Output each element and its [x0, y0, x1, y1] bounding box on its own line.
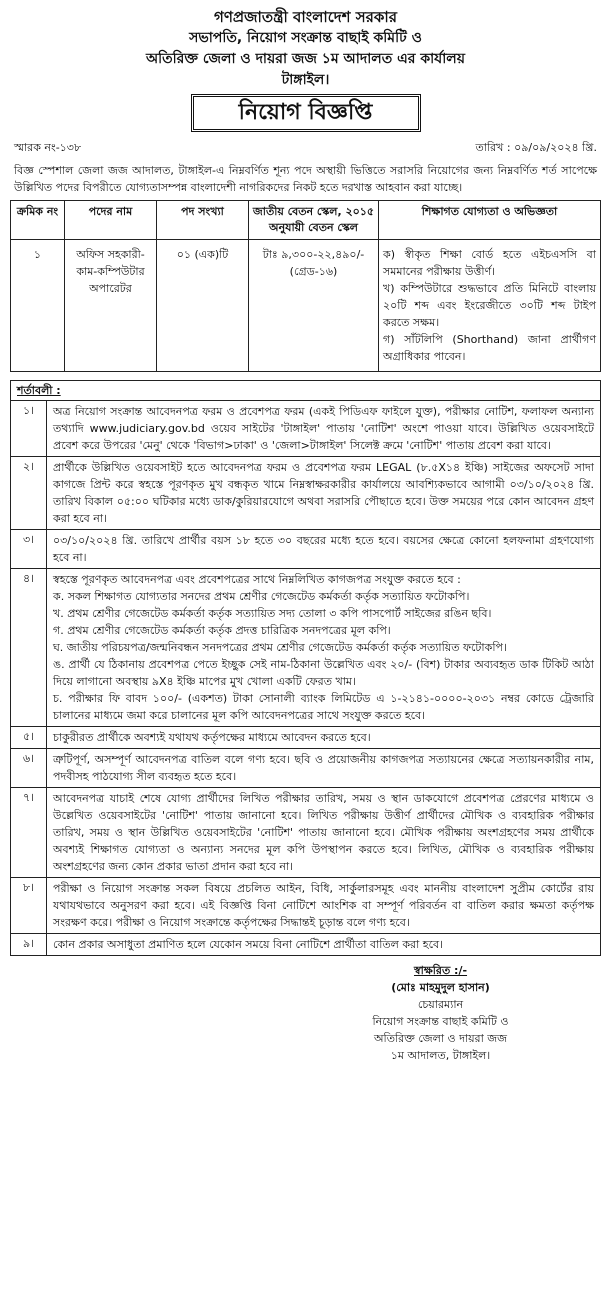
- cell-count: ০১ (এক)টি: [157, 239, 249, 371]
- signature-mark: স্বাক্ষরিত :/-: [413, 964, 468, 978]
- committee-line: সভাপতি, নিয়োগ সংক্রান্ত বাছাই কমিটি ও: [189, 30, 422, 46]
- notice-title: নিয়োগ বিজ্ঞপ্তি: [191, 94, 421, 132]
- condition-number: ৭।: [11, 788, 47, 877]
- signatory-line-1: নিয়োগ সংক্রান্ত বাছাই কমিটি ও: [372, 1015, 509, 1029]
- signatory-role: চেয়ারম্যান: [417, 998, 464, 1012]
- condition-item: [11, 787, 600, 877]
- office-header: [10, 6, 601, 90]
- signature-block: [340, 962, 601, 1064]
- condition-number: ৪।: [11, 569, 47, 726]
- condition-number: ১।: [11, 401, 47, 456]
- signatory-line-2: অতিরিক্ত জেলা ও দায়রা জজ: [374, 1032, 507, 1046]
- condition-text: চাকুরীরত প্রার্থীকে অবশ্যই যথাযথ কর্তৃপক্ষের মাধ্যমে আবেদন করতে হবে।: [53, 731, 371, 745]
- office-line: অতিরিক্ত জেলা ও দায়রা জজ ১ম আদালত এর কার্যালয়: [146, 51, 465, 67]
- condition-text: কোন প্রকার অসাধুতা প্রমাণিত হলে যেকোন সময়ে বিনা নোটিশে প্রার্থীতা বাতিল করা হবে।: [53, 938, 444, 952]
- posts-table: [10, 200, 601, 372]
- signatory-name: (মোঃ মাহমুদুল হাসান): [391, 981, 490, 995]
- conditions-box: [10, 380, 601, 957]
- condition-text: ত্রুটিপূর্ণ, অসম্পূর্ণ আবেদনপত্র বাতিল বলে গণ্য হবে। ছবি ও প্রয়োজনীয় কাগজপত্র সত্যায়নের ক্ষেত্রে সত্যায়নকারীর নাম, পদবীসহ পাঠযোগ্য সীল ব্যবহৃত হতে হবে।: [53, 753, 594, 784]
- qualification-item: খ) কম্পিউটারে শুদ্ধভাবে প্রতি মিনিটে বাংলায় ২০টি শব্দ এবং ইংরেজীতে ৩০টি শব্দ টাইপ করতে সক্ষম।: [383, 281, 596, 329]
- condition-subitem: খ. প্রথম শ্রেণীর গেজেটেড কর্মকর্তা কর্তৃক সত্যায়িত সদ্য তোলা ৩ কপি পাসপোর্ট সাইজের রঙিন ছবি।: [53, 607, 492, 621]
- col-serial: ক্রমিক নং: [11, 200, 65, 239]
- cell-serial: ১: [11, 239, 65, 371]
- condition-number: ২।: [11, 457, 47, 529]
- condition-subitem: ঙ. প্রার্থী যে ঠিকানায় প্রবেশপত্র পেতে ইচ্ছুক সেই নাম-ঠিকানা উল্লেখিত এবং ২০/- (বিশ) টাকার অব্যবহৃত ডাক টিকিট আঠা দিয়ে লাগানো অবস্থায় ৯X৪ ইঞ্চি মাপের মুখ খোলা একটি ফেরত খাম।: [53, 658, 594, 689]
- condition-number: ৬।: [11, 749, 47, 787]
- col-post: পদের নাম: [65, 200, 157, 239]
- condition-subitem: ক. সকল শিক্ষাগত যোগ্যতার সনদের প্রথম শ্রেণীর গেজেটেড কর্মকর্তা কর্তৃক সত্যায়িত ফটোকপি।: [53, 590, 470, 604]
- cell-qualification: [379, 239, 601, 371]
- table-header-row: [11, 200, 601, 239]
- memo-row: [10, 140, 601, 156]
- memo-number: স্মারক নং-১৩৮: [14, 141, 82, 154]
- condition-item: [11, 456, 600, 529]
- memo-date: তারিখ : ০৯/০৯/২০২৪ খ্রি.: [475, 141, 597, 154]
- condition-number: ৫।: [11, 727, 47, 748]
- condition-text: অত্র নিয়োগ সংক্রান্ত আবেদনপত্র ফরম ও প্রবেশপত্র ফরম (একই পিডিএফ ফাইলে যুক্ত), পরীক্ষার নোটিশ, ফলাফল অন্যান্য তথ্যাদি www.judiciary.gov.bd ওয়েব সাইটের 'টাঙ্গাইল' পাতায় 'নোটিশ' অংশে পাওয়া যাবে। উল্লিখিত ওয়েবসাইটে প্রবেশ করে উপরের 'মেনু' থেকে 'বিভাগ>ঢাকা' ও 'জেলা>টাঙ্গাইল' সিলেক্ট ক্রমে 'নোটিশ' পাতায় প্রবেশ করা যাবে।: [53, 405, 594, 453]
- district-line: টাঙ্গাইল।: [281, 72, 330, 88]
- condition-number: ৩।: [11, 530, 47, 568]
- condition-subitem: গ. প্রথম শ্রেণীর গেজেটেড কর্মকর্তা কর্তৃক প্রদত্ত চারিত্রিক সনদপত্রের মূল কপি।: [53, 624, 391, 638]
- condition-text: পরীক্ষা ও নিয়োগ সংক্রান্ত সকল বিষয়ে প্রচলিত আইন, বিধি, সার্কুলারসমূহ এবং মাননীয় বাংলাদেশ সুপ্রীম কোর্টের রায় যথাযথভাবে অনুসরণ করা হবে। এই বিজ্ঞপ্তি বিনা নোটিশে আংশিক বা সম্পূর্ণ পরিবর্তন বা বাতিল করার ক্ষমতা কর্তৃপক্ষ সংরক্ষণ করে। পরীক্ষা ও নিয়োগ সংক্রান্তে কর্তৃপক্ষের সিদ্ধান্তই চূড়ান্ত বলে গণ্য হবে।: [53, 882, 594, 930]
- condition-text: ০৩/১০/২০২৪ খ্রি. তারিখে প্রার্থীর বয়স ১৮ হতে ৩০ বছরের মধ্যে হতে হবে। বয়সের ক্ষেত্রে কোনো হলফনামা গ্রহণযোগ্য হবে না।: [53, 534, 594, 565]
- condition-item: [11, 877, 600, 933]
- condition-item: [11, 933, 600, 955]
- condition-number: ৮।: [11, 878, 47, 933]
- condition-text: স্বহস্তে পূরণকৃত আবেদনপত্র এবং প্রবেশপত্রের সাথে নিম্নলিখিত কাগজপত্র সংযুক্ত করতে হবে :: [53, 573, 461, 587]
- condition-subitem: চ. পরীক্ষার ফি বাবদ ১০০/- (একশত) টাকা সোনালী ব্যাংক লিমিটেড এ ১-২১৪১-০০০০-২০৩১ নম্বর কোডে ট্রেজারি চালানের মাধ্যমে জমা করে চালানের মূল কপি আবেদনপত্রের সাথে সংযুক্ত করতে হবে।: [53, 692, 594, 723]
- qualification-item: ক) স্বীকৃত শিক্ষা বোর্ড হতে এইচএসসি বা সমমানের পরীক্ষায় উত্তীর্ণ।: [383, 247, 596, 278]
- cell-scale: টাঃ ৯,৩০০-২২,৪৯০/- (গ্রেড-১৬): [249, 239, 379, 371]
- govt-name: গণপ্রজাতন্ত্রী বাংলাদেশ সরকার: [214, 8, 397, 26]
- condition-item: [11, 726, 600, 748]
- condition-text: প্রার্থীকে উল্লিখিত ওয়েবসাইট হতে আবেদনপত্র ফরম ও প্রবেশপত্র ফরম LEGAL (৮.৫X১৪ ইঞ্চি) সাইজের অফসেট সাদা কাগজে প্রিন্ট করে স্বহস্তে পূরণকৃত মুখ বন্ধকৃত খামে নিম্নস্বাক্ষরকারীর কার্যালয়ে আবশ্যিকভাবে আগামী ০৩/১০/২০২৪ খ্রি. তারিখ বিকাল ০৫:০০ ঘটিকার মধ্যে ডাক/কুরিয়ারযোগে অথবা সরাসরি পৌছাতে হবে। উক্ত সময়ের পরে কোন আবেদন গ্রহণ করা হবে না।: [53, 461, 594, 526]
- col-count: পদ সংখ্যা: [157, 200, 249, 239]
- condition-text-group: [47, 569, 600, 726]
- qualification-item: গ) সাঁটলিপি (Shorthand) জানা প্রার্থীগণ অগ্রাধিকার পাবেন।: [383, 332, 596, 363]
- table-row: [11, 239, 601, 371]
- condition-item: [11, 400, 600, 456]
- conditions-title: শর্তাবলী :: [17, 383, 61, 397]
- cell-post: অফিস সহকারী-কাম-কম্পিউটার অপারেটর: [65, 239, 157, 371]
- signatory-line-3: ১ম আদালত, টাঙ্গাইল।: [390, 1049, 491, 1063]
- col-scale: জাতীয় বেতন স্কেল, ২০১৫ অনুযায়ী বেতন স্কেল: [249, 200, 379, 239]
- condition-item: [11, 748, 600, 787]
- condition-text: আবেদনপত্র যাচাই শেষে যোগ্য প্রার্থীদের লিখিত পরীক্ষার তারিখ, সময় ও স্থান ডাকযোগে প্রবেশপত্র প্রেরণের মাধ্যমে ও উল্লেখিত ওয়েবসাইটের 'নোটিশ' পাতায় জানানো হবে। লিখিত পরীক্ষায় উত্তীর্ণ প্রার্থীদের মৌখিক ও ব্যবহারিক পরীক্ষার তারিখ, সময় ও স্থান উল্লিখিত ওয়েবসাইটের 'নোটিশ' পাতায় জানানো হবে। মৌখিক পরীক্ষায় অংশগ্রহণের সময় প্রার্থীকে অবশ্যই শিক্ষাগত যোগ্যতা ও অন্যান্য সনদের মূল কপি উপস্থাপন করতে হবে। লিখিত, মৌখিক ও ব্যবহারিক পরীক্ষায় অংশগ্রহণের জন্য কোন প্রকার ভাতা প্রদান করা হবে না।: [53, 792, 594, 874]
- condition-item: [11, 568, 600, 726]
- condition-number: ৯।: [11, 934, 47, 955]
- intro-paragraph: বিজ্ঞ স্পেশাল জেলা জজ আদালত, টাঙ্গাইল-এ নিম্নবর্ণিত শূন্য পদে অস্থায়ী ভিত্তিতে সরাসরি নিয়োগের জন্য নিম্নবর্ণিত শর্ত সাপেক্ষে উল্লিখিত পদের বিপরীতে যোগ্যতাসম্পন্ন বাংলাদেশী নাগরিকদের নিকট হতে দরখাস্ত আহবান করা যাচ্ছে।: [14, 163, 597, 194]
- condition-subitem: ঘ. জাতীয় পরিচয়পত্র/জন্মনিবন্ধন সনদপত্রের প্রথম শ্রেণীর গেজেটেড কর্মকর্তা কর্তৃক সত্যায়িত ফটোকপি।: [53, 641, 507, 655]
- condition-item: [11, 529, 600, 568]
- col-qualification: শিক্ষাগত যোগ্যতা ও অভিজ্ঞতা: [379, 200, 601, 239]
